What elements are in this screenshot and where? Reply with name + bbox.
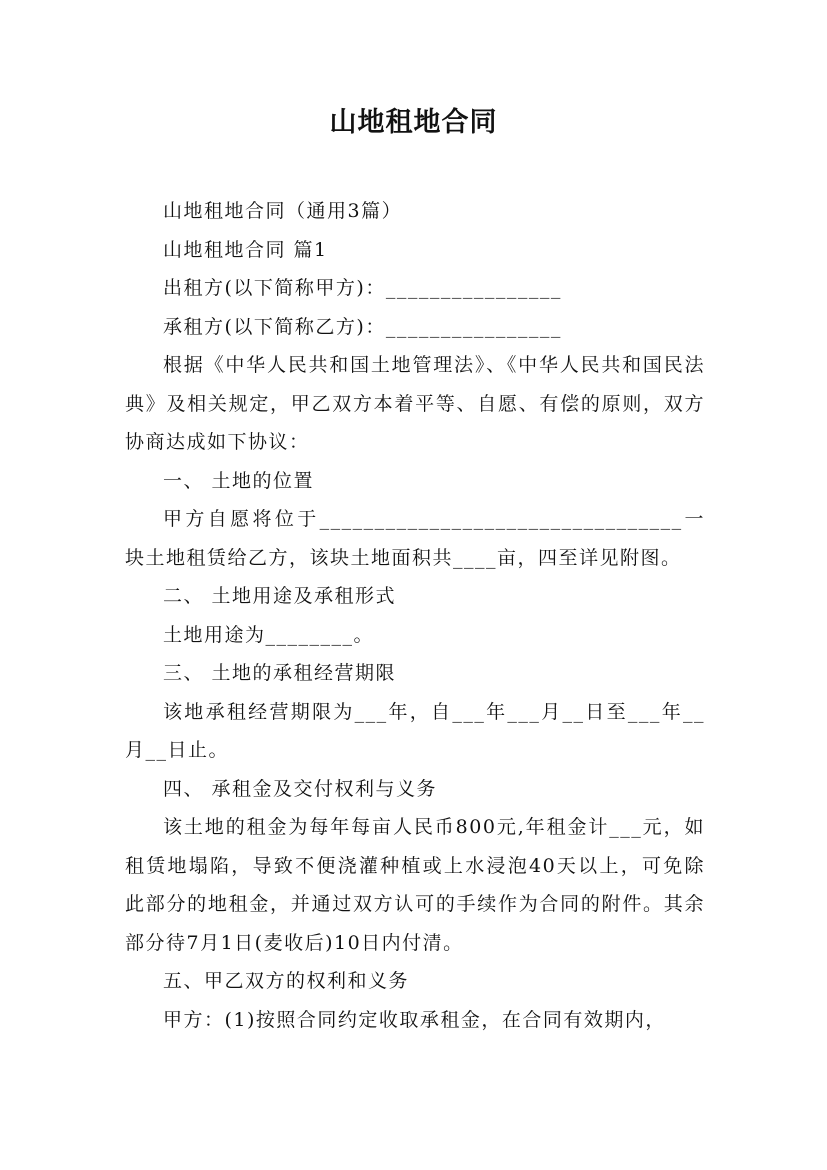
paragraph-clause-3-heading: 三、 土地的承租经营期限 [163, 662, 397, 684]
paragraph-clause-5-body: 甲方：(1)按照合同约定收取承租金，在合同有效期内， [163, 1008, 666, 1031]
paragraph-clause-5-heading: 五、甲乙双方的权利和义务 [163, 970, 410, 992]
paragraph-clause-2-heading: 二、 土地用途及承租形式 [163, 585, 397, 607]
paragraph-lessee: 承租方(以下简称乙方)：________________ [163, 315, 562, 338]
paragraph-clause-3-body: 该地承租经营期限为___年，自___年___月__日至___年__月__日止。 [125, 700, 705, 761]
paragraph-clause-2-body: 土地用途为________。 [163, 623, 375, 646]
paragraph-legal-basis: 根据《中华人民共和国土地管理法》、《中华人民共和国民法典》及相关规定，甲乙双方本着平等、自愿、有偿的原则，双方协商达成如下协议： [125, 354, 705, 453]
paragraph-lessor: 出租方(以下简称甲方)：________________ [163, 277, 562, 299]
paragraph-clause-4-heading: 四、 承租金及交付权利与义务 [163, 777, 438, 800]
paragraph-intro-title: 山地租地合同（通用3篇） [163, 200, 403, 222]
paragraph-clause-1-heading: 一、 土地的位置 [163, 469, 315, 492]
paragraph-clause-4-body: 该土地的租金为每年每亩人民币800元,年租金计___元，如租赁地塌陷，导致不便浇灌种植或上水浸泡40天以上，可免除此部分的地租金，并通过双方认可的手续作为合同的附件。其余部分待7月1日(麦收后)10日内付清。 [125, 816, 705, 954]
paragraph-clause-1-body: 甲方自愿将位于_________________________________一块土地租赁给乙方，该块土地面积共____亩，四至详见附图。 [125, 508, 705, 569]
document-title: 山地租地合同 [329, 107, 498, 138]
paragraph-section-heading: 山地租地合同 篇1 [163, 238, 328, 261]
document-body [125, 192, 705, 1039]
